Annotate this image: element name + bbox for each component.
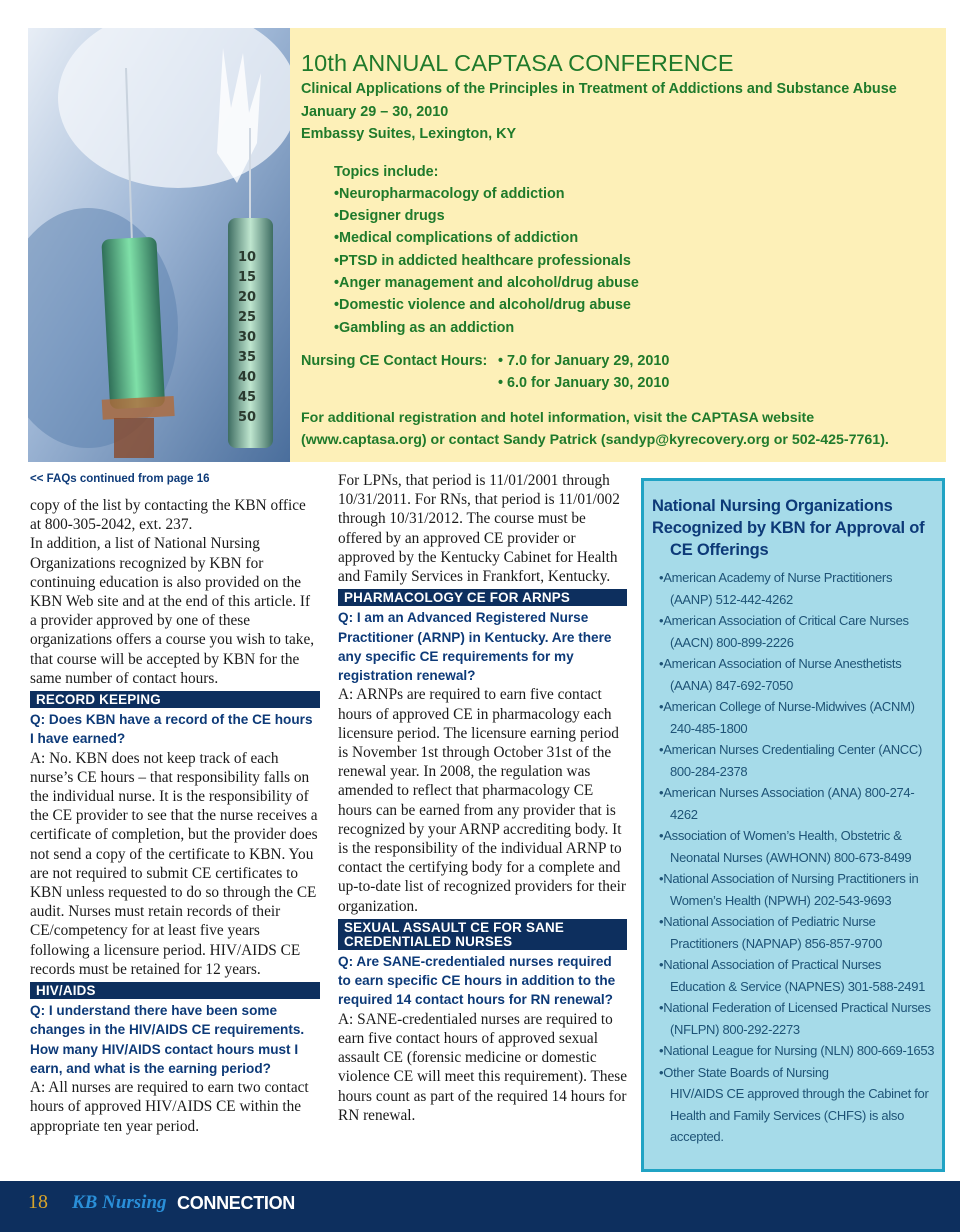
topics-list	[334, 183, 936, 339]
organization-item: • American Nurses Association (ANA) 800-274-4262	[652, 782, 936, 825]
section-heading: HIV/AIDS	[30, 982, 320, 999]
registration-line-2: (www.captasa.org) or contact Sandy Patrick (sandyp@kyrecovery.org or 502-425-7761).	[301, 432, 889, 449]
brand-name-bold: CONNECTION	[177, 1193, 295, 1213]
organizations-list	[652, 567, 936, 1083]
organization-item: • American Association of Critical Care Nurses (AACN) 800-899-2226	[652, 610, 936, 653]
section-heading: RECORD KEEPING	[30, 691, 320, 708]
conference-subtitle: Clinical Applications of the Principles in Treatment of Addictions and Substance Abuse	[301, 81, 897, 97]
organization-item: • American Nurses Credentialing Center (ANCC) 800-284-2378	[652, 739, 936, 782]
paragraph: copy of the list by contacting the KBN office at 800-305-2042, ext. 237.	[30, 497, 306, 534]
article-column-2	[338, 471, 627, 1125]
topic-item: • Domestic violence and alcohol/drug abuse	[334, 294, 936, 316]
question: Q: Are SANE-credentialed nurses required to earn specific CE hours in addition to the required 14 contact hours for RN renewal?	[338, 953, 616, 1008]
question: Q: Does KBN have a record of the CE hours I have earned?	[30, 712, 313, 747]
syringe-illustration	[28, 28, 290, 462]
sidebar-title-line: National Nursing Organizations Recognized by KBN for Approval of	[652, 497, 925, 537]
organization-item: • National League for Nursing (NLN) 800-669-1653	[652, 1040, 936, 1062]
organization-item: • American Association of Nurse Anesthetists (AANA) 847-692-7050	[652, 653, 936, 696]
scale-label: 50	[238, 410, 257, 425]
page-number: 18	[28, 1191, 48, 1213]
scale-label: 30	[238, 330, 257, 345]
scale-label: 20	[238, 290, 257, 305]
answer: A: ARNPs are required to earn five contact hours of approved CE in pharmacology each licensure period. The licensure earning period is November 1st through October 31st of the renewal year. In 2008, the regulation was amended to reflect that pharmacology CE hours can be earned from any provider that is recognized by your ARNP accrediting body. It is the responsibility of the individual ARNP to contact the certifying body for a complete and up-to-date list of recognized providers for their organization.	[338, 686, 626, 915]
topics-label: Topics include:	[334, 163, 439, 180]
syringe-photo	[28, 28, 290, 462]
answer: A: All nurses are required to earn two contact hours of approved HIV/AIDS CE within the appropriate ten year period.	[30, 1079, 309, 1135]
conference-dates: January 29 – 30, 2010	[301, 103, 449, 120]
sidebar-title-line: CE Offerings	[670, 541, 769, 559]
conference-title: 10th ANNUAL CAPTASA CONFERENCE	[301, 50, 734, 76]
registration-line-1: For additional registration and hotel information, visit the CAPTASA website	[301, 409, 815, 426]
organization-item: • National Association of Practical Nurses Education & Service (NAPNES) 301-588-2491	[652, 954, 936, 997]
topic-item: • PTSD in addicted healthcare professionals	[334, 250, 936, 272]
organization-item: • National Association of Nursing Practitioners in Women’s Health (NPWH) 202-543-9693	[652, 868, 936, 911]
scale-label: 40	[238, 370, 257, 385]
sidebar-title	[652, 495, 936, 561]
organization-item: • National Federation of Licensed Practical Nurses (NFLPN) 800-292-2273	[652, 997, 936, 1040]
contact-hours	[301, 350, 936, 395]
organizations-sidebar	[641, 478, 945, 1172]
topic-item: • Anger management and alcohol/drug abuse	[334, 272, 936, 294]
topic-item: • Neuropharmacology of addiction	[334, 183, 936, 205]
sidebar-note: HIV/AIDS CE approved through the Cabinet for Health and Family Services (CHFS) is also accepted.	[670, 1086, 929, 1144]
topic-item: • Designer drugs	[334, 205, 936, 227]
organization-item: • National Association of Pediatric Nurse Practitioners (NAPNAP) 856-857-9700	[652, 911, 936, 954]
topics-block	[334, 161, 936, 339]
organization-item: • American College of Nurse-Midwives (ACNM) 240-485-1800	[652, 696, 936, 739]
organization-item: • Other State Boards of Nursing	[652, 1062, 936, 1084]
answer: A: No. KBN does not keep track of each nurse’s CE hours – that responsibility falls on the individual nurse. It is the responsibility of the CE provider to see that the nurse receives a certificate of completion, but the provider does not send a copy of the certificate to KBN. You are not required to submit CE certificates to KBN unless requested to do so through the CE audit. Nurses must retain records of their CE/competency for at least five years following a licensure period. HIV/AIDS CE records must be retained for 12 years.	[30, 749, 318, 978]
scale-label: 10	[238, 250, 257, 265]
brand-name: KB Nursing	[72, 1192, 167, 1213]
organization-item: • American Academy of Nurse Practitioners (AANP) 512-442-4262	[652, 567, 936, 610]
section-heading: PHARMACOLOGY CE FOR ARNPS	[338, 589, 627, 606]
contact-hours-label: Nursing CE Contact Hours:	[301, 352, 488, 369]
question: Q: I am an Advanced Registered Nurse Practitioner (ARNP) in Kentucky. Are there any specific CE requirements for my registration renewal?	[338, 610, 612, 684]
scale-label: 25	[238, 310, 257, 325]
topic-item: • Medical complications of addiction	[334, 227, 936, 249]
conference-banner	[28, 28, 946, 462]
registration-info	[301, 407, 936, 452]
article-column-1	[30, 470, 320, 1136]
question: Q: I understand there have been some changes in the HIV/AIDS CE requirements. How many HIV/AIDS contact hours must I earn, and what is the earning period?	[30, 1003, 305, 1076]
organization-item: • Association of Women’s Health, Obstetric & Neonatal Nurses (AWHONN) 800-673-8499	[652, 825, 936, 868]
page-footer	[0, 1181, 960, 1232]
answer: A: SANE-credentialed nurses are required to earn five contact hours of approved sexual assault CE (forensic medicine or domestic violence CE will meet this requirement). These hours count as part of the required 14 hours for RN renewal.	[338, 1010, 627, 1124]
conference-ad	[290, 28, 946, 462]
contact-hours-day2: • 6.0 for January 30, 2010	[498, 375, 670, 392]
paragraph: In addition, a list of National Nursing Organizations recognized by KBN for continuing education is also provided on the KBN Web site and at the end of this article. If a provider approved by one of these organizations offers a course you wish to take, that course will be accepted by KBN for the same number of contact hours.	[30, 535, 315, 687]
topic-item: • Gambling as an addiction	[334, 317, 936, 339]
scale-label: 35	[238, 350, 257, 365]
paragraph: For LPNs, that period is 11/01/2001 through 10/31/2011. For RNs, that period is 11/01/002 through 10/31/2012. The course must be offered by an approved CE provider or approved by the Kentucky Cabinet for Health and Family Services in Frankfort, Kentucky.	[338, 472, 620, 586]
continued-note: << FAQs continued from page 16	[30, 473, 210, 485]
scale-label: 15	[238, 270, 257, 285]
scale-label: 45	[238, 390, 257, 405]
section-heading: SEXUAL ASSAULT CE FOR SANE CREDENTIALED NURSES	[338, 919, 627, 950]
conference-venue: Embassy Suites, Lexington, KY	[301, 126, 517, 142]
contact-hours-day1: • 7.0 for January 29, 2010	[498, 352, 670, 369]
